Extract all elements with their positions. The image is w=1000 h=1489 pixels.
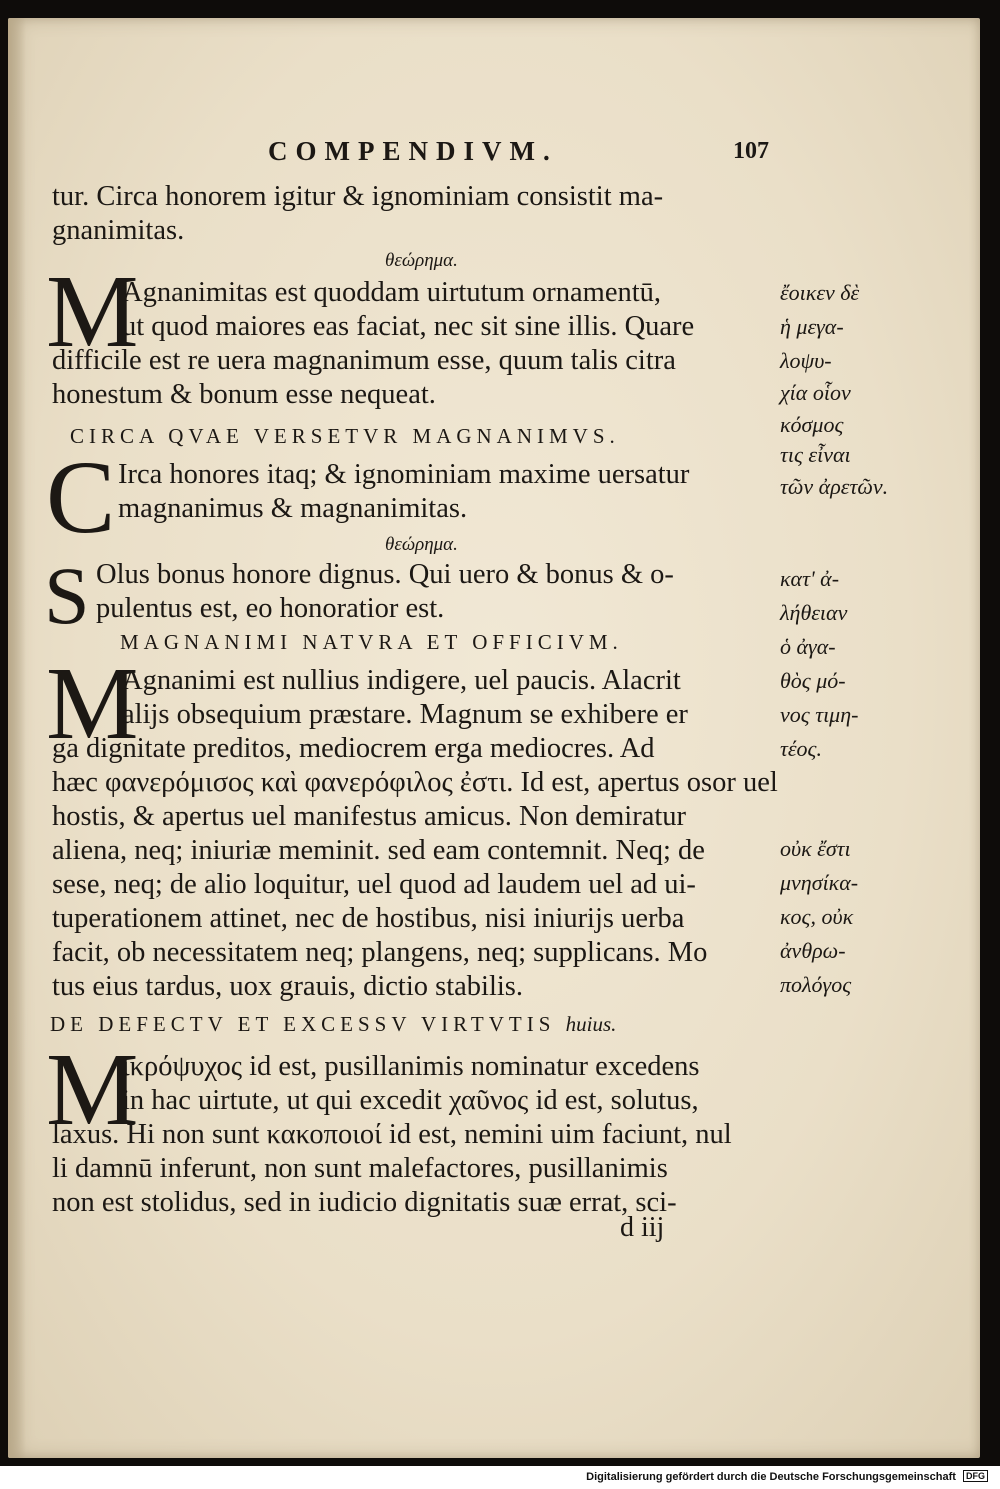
- text-line: ga dignitate preditos, mediocrem erga mediocres. Ad: [52, 733, 655, 764]
- section-heading-italic: huius.: [565, 1012, 617, 1036]
- text-line: sese, neq; de alio loquitur, uel quod ad laudem uel ad ui-: [52, 869, 696, 900]
- margin-note-line: θὸς μό-: [780, 668, 846, 693]
- text-line: pulentus est, eo honoratior est.: [96, 593, 445, 624]
- text-line: non est stolidus, sed in iudicio dignitatis suæ errat, sci-: [52, 1187, 677, 1218]
- text-line: tus eius tardus, uox grauis, dictio stabilis.: [52, 971, 524, 1002]
- text-line: hæc φανερόμισος καὶ φανερόφιλος ἐστι. Id est, apertus osor uel: [52, 767, 778, 798]
- margin-note-line: λήθειαν: [780, 600, 848, 625]
- text-line: tur. Circa honorem igitur & ignominiam consistit ma-: [52, 181, 664, 212]
- margin-note-line: ὁ ἀγα-: [780, 634, 836, 659]
- margin-note-line: μνησίκα-: [780, 870, 859, 895]
- signature-mark: d iij: [620, 1212, 665, 1243]
- section-heading: CIRCA QVAE VERSETVR MAGNANIMVS.: [70, 424, 620, 448]
- margin-note-line: ἔοικεν δὲ: [780, 280, 860, 305]
- margin-note-line: πολόγος: [780, 972, 852, 997]
- text-line: laxus. Hi non sunt κακοποιοί id est, nemini uim faciunt, nul: [52, 1119, 732, 1150]
- margin-note-line: νος τιμη-: [780, 702, 859, 727]
- text-line: honestum & bonum esse nequeat.: [52, 379, 436, 410]
- text-line: alijs obsequium præstare. Magnum se exhibere er: [122, 699, 688, 730]
- text-line: li damnū inferunt, non sunt malefactores, pusillanimis: [52, 1153, 668, 1184]
- running-head: [0, 126, 1000, 166]
- text-line: ut quod maiores eas faciat, nec sit sine illis. Quare: [122, 311, 695, 342]
- drop-cap: C: [46, 440, 116, 555]
- margin-note-line: τέος.: [780, 736, 822, 761]
- marginal-greek-label: θεώρημα.: [385, 250, 458, 271]
- drop-cap: M: [46, 254, 139, 369]
- text-line: tuperationem attinet, nec de hostibus, nisi iniurijs uerba: [52, 903, 685, 934]
- text-line: difficile est re uera magnanimum esse, quum talis citra: [52, 345, 676, 376]
- margin-note-line: κόσμος: [780, 412, 844, 437]
- page-gutter: [8, 18, 26, 1458]
- section-heading: MAGNANIMI NATVRA ET OFFICIVM.: [120, 630, 623, 654]
- text-line: ικρόψυχος id est, pusillanimis nominatur excedens: [122, 1051, 700, 1082]
- text-line: facit, ob necessitatem neq; plangens, neq; supplicans. Mo: [52, 937, 708, 968]
- text-line: hostis, & apertus uel manifestus amicus. Non demiratur: [52, 801, 686, 832]
- margin-note-line: οὐκ ἔστι: [780, 836, 851, 861]
- margin-note-line: τις εἶναι: [780, 442, 851, 467]
- footer-text: Digitalisierung gefördert durch die Deutsche Forschungsgemeinschaft: [586, 1471, 956, 1483]
- margin-note-line: κατ' ἀ-: [780, 566, 840, 591]
- text-line: magnanimus & magnanimitas.: [118, 493, 468, 524]
- text-line: Irca honores itaq; & ignominiam maxime uersatur: [118, 459, 690, 490]
- text-line: Olus bonus honore dignus. Qui uero & bonus & o-: [96, 559, 674, 590]
- drop-cap: S: [44, 550, 90, 641]
- section-heading-text: DE DEFECTV ET EXCESSV VIRTVTIS: [50, 1012, 556, 1036]
- margin-note-line: τῶν ἀρετῶν.: [780, 474, 889, 499]
- drop-cap: M: [46, 1032, 139, 1147]
- margin-note-line: ἡ μεγα-: [780, 314, 844, 339]
- text-line: Agnanimitas est quoddam uirtutum ornamentū,: [122, 277, 662, 308]
- digitization-footer: [586, 1470, 988, 1483]
- marginal-greek-label: θεώρημα.: [385, 534, 458, 555]
- dfg-logo: DFG: [963, 1470, 988, 1482]
- text-line: aliena, neq; iniuriæ meminit. sed eam contemnit. Neq; de: [52, 835, 705, 866]
- text-line: Agnanimi est nullius indigere, uel paucis. Alacrit: [122, 665, 681, 696]
- margin-note-line: χία οἷον: [780, 380, 851, 405]
- drop-cap: M: [46, 646, 139, 761]
- page-number: 107: [733, 138, 769, 164]
- running-head-title: COMPENDIVM.: [268, 136, 558, 166]
- margin-note-line: ἀνθρω-: [780, 938, 846, 963]
- margin-note-line: λοψυ-: [780, 348, 832, 373]
- text-line: in hac uirtute, ut qui excedit χαῦνος id est, solutus,: [122, 1085, 699, 1116]
- text-line: gnanimitas.: [52, 215, 185, 246]
- margin-note-line: κος, οὐκ: [780, 904, 854, 929]
